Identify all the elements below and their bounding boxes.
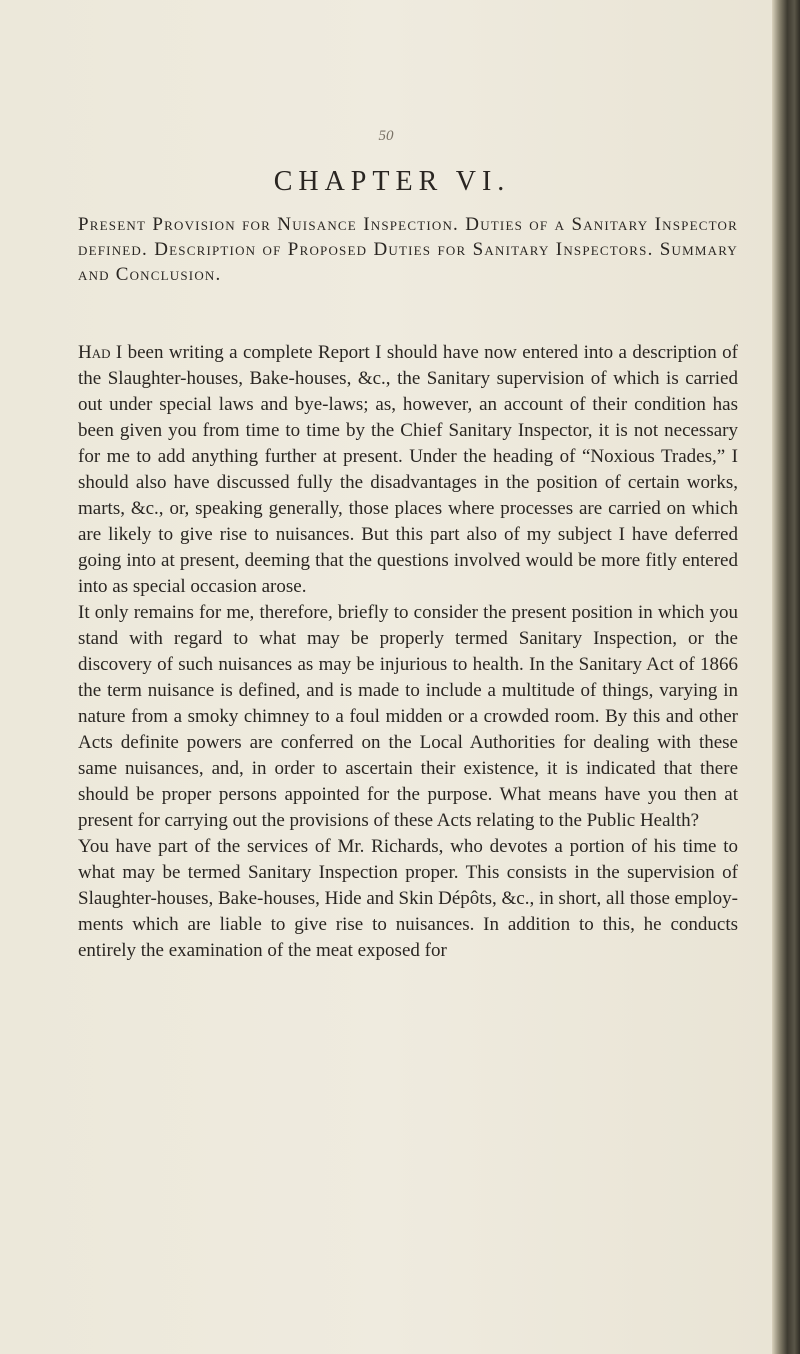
book-binding-edge [772, 0, 800, 1354]
body-text [78, 340, 738, 964]
paragraph-1-first-word: Had [78, 342, 111, 363]
chapter-synopsis: Present Provision for Nuisance Inspection. Duties of a Sanitary Inspector defined. Description of Proposed Duties for Sanitary Inspectors. Summary and Conclusion. [78, 214, 738, 285]
paragraph-3: You have part of the services of Mr. Richards, who devotes a portion of his time to what may be termed Sanitary Inspection proper. This consists in the supervision of Slaughter-houses, Bake-houses, Hide and Skin Dépôts, &c., in short, all those employments which are liable to give rise to nuisances. In addition to this, he conducts entirely the examination of the meat exposed for [78, 836, 738, 961]
page-number: 50 [378, 128, 394, 144]
chapter-title: CHAPTER VI. [273, 166, 511, 197]
paragraph-2: It only remains for me, therefore, briefly to consider the present position in which you stand with regard to what may be properly termed Sanitary Inspection, or the discovery of such nuisances as may be injurious to health. In the Sanitary Act of 1866 the term nuisance is defined, and is made to include a multitude of things, varying in nature from a smoky chimney to a foul midden or a crowded room. By this and other Acts definite powers are conferred on the Local Authorities for dealing with these same nuisances, and, in order to ascertain their existence, it is indicated that there should be proper persons appointed for the purpose. What means have you then at present for carrying out the provisions of these Acts relating to the Public Health? [78, 602, 738, 831]
paragraph-1 [78, 340, 738, 600]
paragraph-1-text: I been writing a complete Report I should have now entered into a description of the Slaughter-houses, Bake-houses, &c., the Sanitary supervision of which is carried out under special laws and bye-laws; as, however, an account of their condition has been given you from time to time by the Chief Sanitary Inspector, it is not necessary for me to add anything further at present. Under the heading of “Noxious Trades,” I should also have discussed fully the disadvantages in the position of certain works, marts, &c., or, speaking generally, those places where processes are carried on which are likely to give rise to nuisances. But this part also of my subject I have deferred going into at present, deeming that the questions involved would be more fitly entered into as special occasion arose. [78, 342, 738, 597]
